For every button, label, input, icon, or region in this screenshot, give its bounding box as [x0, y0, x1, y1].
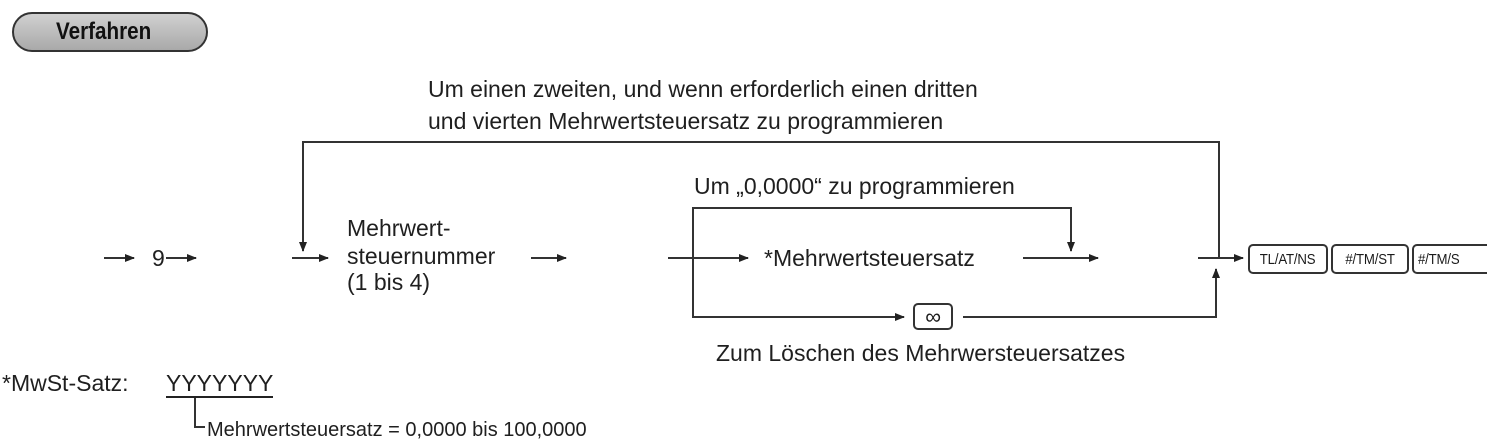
delete-return-line: [963, 269, 1216, 317]
start-number: 9: [152, 245, 165, 271]
step-number-line3: (1 bis 4): [347, 269, 431, 295]
loop-note-line1: Um einen zweiten, und wenn erforderlich einen dritten: [428, 76, 978, 102]
key-tl-at-ns-label: TL/AT/NS: [1260, 250, 1316, 268]
step-number-line2: steuernummer: [347, 243, 496, 269]
procedure-badge-label: Verfahren: [56, 18, 152, 45]
key-tm-s-label: #/TM/S: [1418, 250, 1460, 268]
step-rate: *Mehrwertsteuersatz: [764, 245, 975, 271]
key-tl-at-ns: [1248, 244, 1328, 274]
key-tm-st: [1331, 244, 1409, 274]
key-tm-s-cut: [1412, 244, 1487, 274]
infinity-key-icon: ∞: [913, 303, 953, 330]
step-number-line1: Mehrwert-: [347, 215, 451, 241]
footnote-label: *MwSt-Satz:: [2, 370, 129, 396]
footnote-range: Mehrwertsteuersatz = 0,0000 bis 100,0000: [207, 419, 587, 441]
footnote-bracket: [195, 396, 205, 427]
key-tm-st-label: #/TM/ST: [1345, 250, 1395, 268]
delete-note: Zum Löschen des Mehrwersteuersatzes: [716, 340, 1126, 366]
footnote-value: YYYYYYY: [166, 370, 274, 396]
loop-note-line2: und vierten Mehrwertsteuersatz zu programmieren: [428, 108, 944, 134]
zero-note: Um „0,0000“ zu programmieren: [694, 173, 1015, 199]
